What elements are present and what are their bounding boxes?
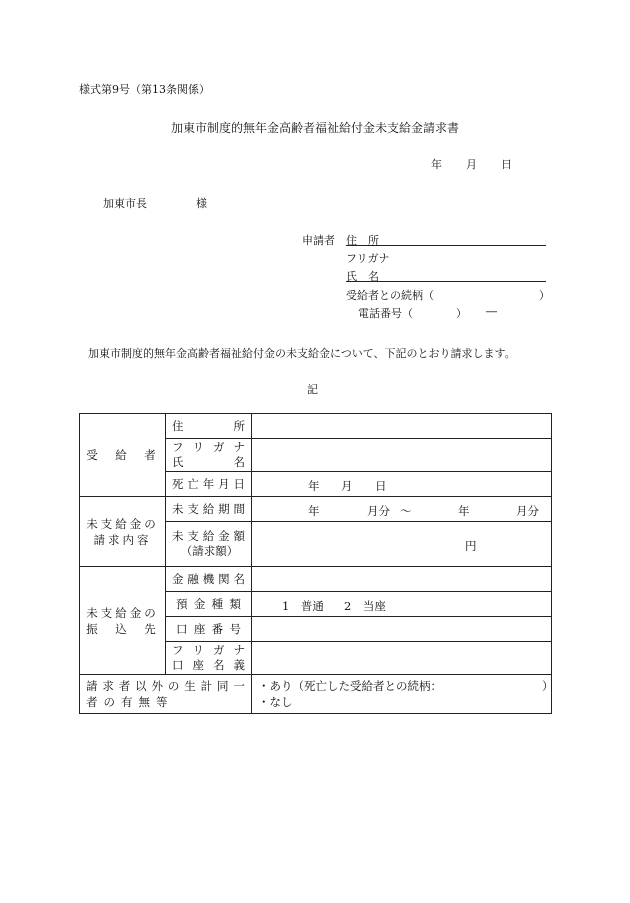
household-label-line1: 請 求 者 以 外 の 生 計 同 一 — [86, 679, 245, 693]
period-month-1: 月分 — [367, 504, 390, 518]
form-number: 様式第9号（第13条関係） — [79, 83, 210, 96]
claim-period-label-cell: 未 支 給 期 間 — [166, 497, 252, 522]
bank-label-cell: 金 融 機 関 名 — [166, 567, 252, 592]
account-number-label-cell: 口 座 番 号 — [166, 617, 252, 642]
recipient-address-label-2: 所 — [233, 419, 245, 433]
recipient-group — [80, 414, 166, 497]
recipient-group-label: 受 給 者 — [86, 448, 159, 462]
amount-unit: 円 — [465, 539, 477, 553]
account-holder-label-cell — [166, 642, 252, 675]
claim-period-row — [80, 497, 552, 522]
applicant-phone-dash: ― — [486, 305, 497, 318]
applicant-furigana-label: フリガナ — [346, 252, 390, 265]
deposit-type-label-cell: 預 金 種 類 — [166, 592, 252, 617]
form-title — [0, 119, 630, 136]
addressee-honorific: 様 — [196, 197, 207, 210]
holder-furigana-label: フ リ ガ ナ — [172, 643, 245, 657]
recipient-furigana-label: フ リ ガ ナ — [172, 440, 245, 454]
applicant-phone-label: 電話番号（ — [358, 307, 413, 320]
claim-period-input[interactable] — [252, 497, 552, 522]
statement: 加東市制度的無年金高齢者福祉給付金の未支給金について、下記のとおり請求します。 — [88, 347, 516, 360]
applicant-phone-close: ） — [456, 307, 467, 320]
form-title-text: 加東市制度的無年金高齢者福祉給付金未支給金請求書 — [170, 121, 459, 135]
claim-amount-sub: （請求額） — [180, 544, 239, 558]
recipient-death-label-cell: 死 亡 年 月 日 — [166, 472, 252, 497]
transfer-group — [80, 567, 166, 675]
applicant-address-label: 住 所 — [346, 234, 379, 247]
account-holder-input[interactable] — [252, 642, 552, 675]
household-option-yes-close: ） — [542, 679, 554, 693]
period-year-1: 年 — [308, 504, 320, 518]
period-tilde: ～ — [400, 504, 412, 518]
addressee-name: 加東市長 — [103, 197, 147, 210]
death-month: 月 — [341, 479, 353, 493]
household-option-yes[interactable] — [258, 678, 554, 694]
death-year: 年 — [308, 479, 320, 493]
claim-amount-label: 未 支 給 金 額 — [172, 529, 245, 543]
recipient-name-label-cell — [166, 439, 252, 472]
deposit-option-ordinary[interactable]: 1 普通 — [282, 599, 324, 613]
date-day: 日 — [501, 158, 512, 171]
period-month-2: 月分 — [516, 504, 539, 518]
deposit-option-current[interactable]: 2 当座 — [344, 599, 386, 613]
applicant-label: 申請者 — [302, 234, 335, 247]
death-day: 日 — [375, 479, 387, 493]
transfer-group-line1: 未支給金の — [86, 605, 159, 620]
recipient-address-label-cell — [166, 414, 252, 439]
date-year: 年 — [431, 158, 442, 171]
bank-input[interactable] — [252, 567, 552, 592]
recipient-name-input[interactable] — [252, 439, 552, 472]
applicant-name-label: 氏 名 — [346, 270, 379, 283]
claim-group-line1: 未支給金の — [86, 516, 159, 531]
holder-name-label: 口 座 名 義 — [172, 658, 245, 672]
claim-table — [79, 413, 552, 714]
transfer-group-line2: 振 込 先 — [86, 621, 159, 636]
recipient-address-label-1: 住 — [172, 419, 184, 433]
ki-label: 記 — [307, 383, 318, 396]
recipient-address-row — [80, 414, 552, 439]
household-option-no[interactable]: ・なし — [258, 695, 293, 709]
recipient-name-label: 氏 名 — [172, 455, 245, 469]
household-row — [80, 675, 552, 714]
household-label-cell — [80, 675, 252, 714]
household-option-yes-label: ・あり（死亡した受給者との続柄： — [258, 679, 442, 693]
recipient-death-input[interactable] — [252, 472, 552, 497]
bank-row — [80, 567, 552, 592]
applicant-address-line[interactable] — [346, 245, 546, 246]
applicant-relation-close: ） — [539, 289, 550, 302]
account-number-input[interactable] — [252, 617, 552, 642]
household-label-line2: 者の有無等 — [86, 695, 174, 709]
date-month: 月 — [466, 158, 477, 171]
household-options[interactable] — [252, 675, 552, 714]
applicant-relation-label: 受給者との続柄（ — [346, 289, 434, 302]
deposit-type-input[interactable] — [252, 592, 552, 617]
period-year-2: 年 — [458, 504, 470, 518]
claim-group-line2: 請求内容 — [93, 532, 152, 547]
applicant-name-line[interactable] — [346, 281, 546, 282]
claim-group — [80, 497, 166, 567]
recipient-address-input[interactable] — [252, 414, 552, 439]
claim-amount-input[interactable] — [252, 522, 552, 567]
claim-amount-label-cell — [166, 522, 252, 567]
